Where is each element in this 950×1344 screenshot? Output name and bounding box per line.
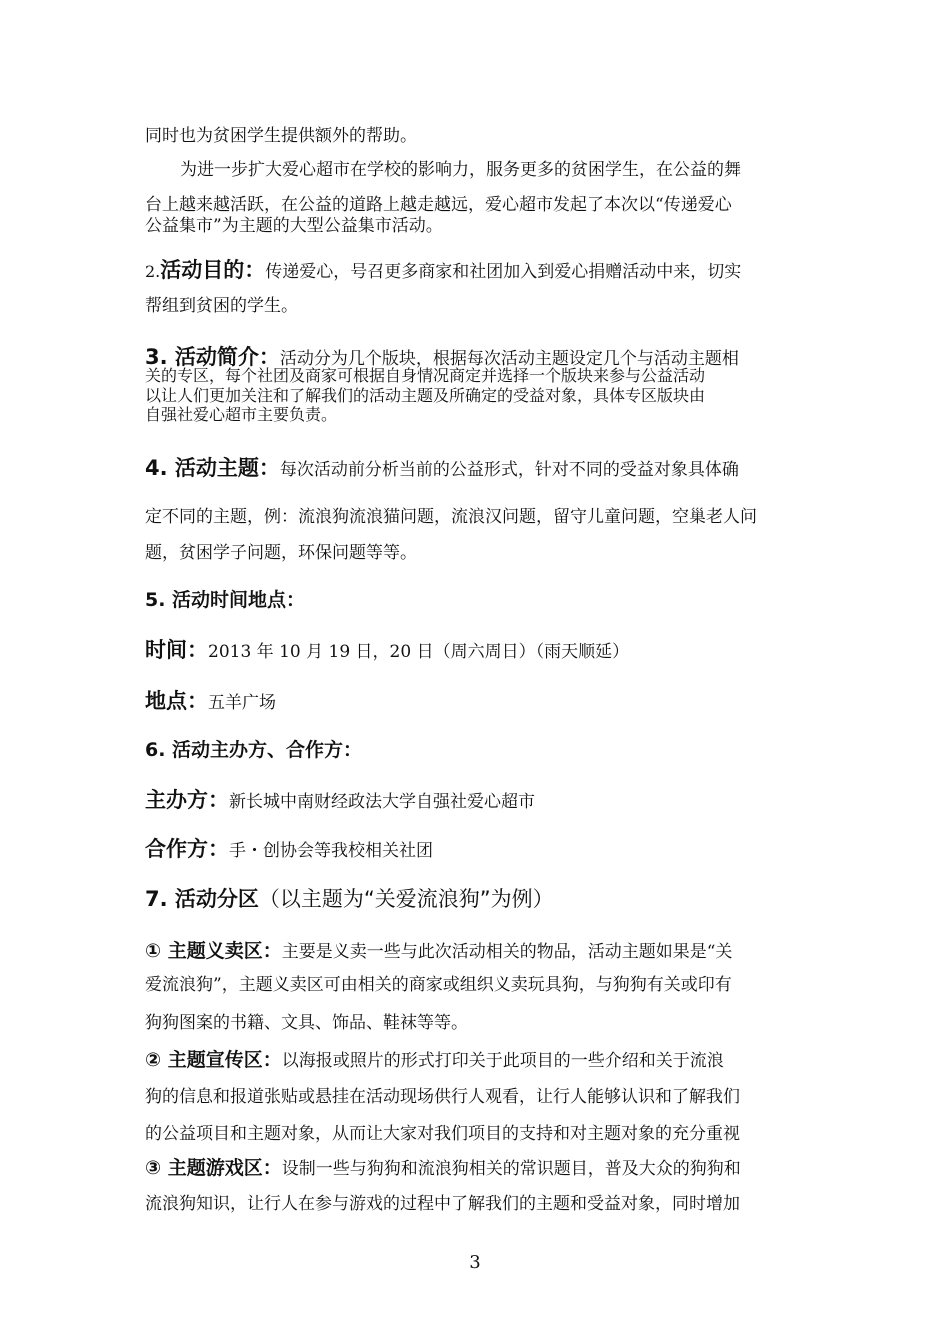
section-7-heading-line	[145, 883, 554, 913]
zone-1-text-2: 爱流浪狗”，主题义卖区可由相关的商家或组织义卖玩具狗，与狗狗有关或印有	[145, 975, 732, 995]
intro-line-4: 公益集市”为主题的大型公益集市活动。	[145, 216, 443, 236]
zone-3-label: ③ 主题游戏区：	[145, 1157, 282, 1179]
section-2-text-1: 传递爱心，号召更多商家和社团加入到爱心捐赠活动中来，切实	[265, 262, 742, 282]
time-line	[145, 634, 629, 664]
zone-3-line-1	[145, 1153, 741, 1180]
section-4-text-2: 定不同的主题，例：流浪狗流浪猫问题，流浪汉问题，留守儿童问题，空巢老人问	[145, 507, 757, 527]
page-number: 3	[469, 1252, 481, 1273]
section-3-text-1: 活动分为几个版块，根据每次活动主题设定几个与活动主题相	[279, 349, 739, 369]
zone-1-line-1	[145, 936, 732, 963]
zone-1-label: ① 主题义卖区：	[145, 940, 282, 962]
time-value: 2013 年 10 月 19 日，20 日（周六周日）（雨天顺延）	[208, 642, 630, 662]
section-4-text-3: 题，贫困学子问题，环保问题等等。	[145, 543, 417, 563]
section-3-heading: 3. 活动简介：	[145, 345, 280, 369]
partner-label: 合作方：	[145, 837, 229, 861]
section-4-text-1: 每次活动前分析当前的公益形式，针对不同的受益对象具体确	[279, 460, 739, 480]
host-label: 主办方：	[145, 788, 229, 812]
intro-line-2: 为进一步扩大爱心超市在学校的影响力，服务更多的贫困学生，在公益的舞	[180, 160, 741, 180]
time-label: 时间：	[145, 638, 208, 662]
section-4-line-1	[145, 452, 739, 482]
section-2-number: 2.	[145, 262, 161, 281]
section-3-text-4: 自强社爱心超市主要负责。	[145, 405, 338, 424]
place-value: 五羊广场	[208, 693, 276, 713]
section-5-heading: 5. 活动时间地点：	[145, 589, 306, 611]
zone-3-text-1: 设制一些与狗狗和流浪狗相关的常识题目，普及大众的狗狗和	[281, 1159, 741, 1179]
zone-2-text-1: 以海报或照片的形式打印关于此项目的一些介绍和关于流浪	[281, 1051, 724, 1071]
intro-line-1: 同时也为贫困学生提供额外的帮助。	[145, 126, 417, 146]
zone-1-text-1: 主要是义卖一些与此次活动相关的物品，活动主题如果是“关	[281, 942, 733, 962]
section-3-text-2: 关的专区，每个社团及商家可根据自身情况商定并选择一个版块来参与公益活动	[145, 366, 706, 385]
section-4-heading: 4. 活动主题：	[145, 456, 280, 480]
zone-3-text-2: 流浪狗知识，让行人在参与游戏的过程中了解我们的主题和受益对象，同时增加	[145, 1194, 740, 1214]
partner-value: 手・创协会等我校相关社团	[229, 841, 433, 861]
host-value: 新长城中南财经政法大学自强社爱心超市	[229, 792, 535, 812]
intro-line-3: 台上越来越活跃，在公益的道路上越走越远，爱心超市发起了本次以“传递爱心	[145, 195, 732, 215]
section-2-text-2: 帮组到贫困的学生。	[145, 296, 298, 316]
section-2-heading: 活动目的：	[160, 258, 266, 282]
zone-2-label: ② 主题宣传区：	[145, 1049, 282, 1071]
zone-2-text-2: 狗的信息和报道张贴或悬挂在活动现场供行人观看，让行人能够认识和了解我们	[145, 1087, 740, 1107]
host-line	[145, 784, 535, 814]
section-6-heading: 6. 活动主办方、合作方：	[145, 739, 363, 761]
section-3-text-3: 以让人们更加关注和了解我们的活动主题及所确定的受益对象，具体专区版块由	[145, 386, 706, 405]
partner-line	[145, 833, 433, 863]
zone-2-line-1	[145, 1045, 724, 1072]
section-7-heading: 7. 活动分区	[145, 887, 259, 911]
section-7-heading-example: （以主题为“关爱流浪狗”为例）	[258, 887, 554, 911]
zone-1-text-3: 狗狗图案的书籍、文具、饰品、鞋袜等等。	[145, 1013, 468, 1033]
zone-2-text-3: 的公益项目和主题对象，从而让大家对我们项目的支持和对主题对象的充分重视	[145, 1124, 740, 1144]
place-line	[145, 685, 276, 715]
section-2-line-1	[145, 254, 741, 284]
place-label: 地点：	[145, 689, 208, 713]
